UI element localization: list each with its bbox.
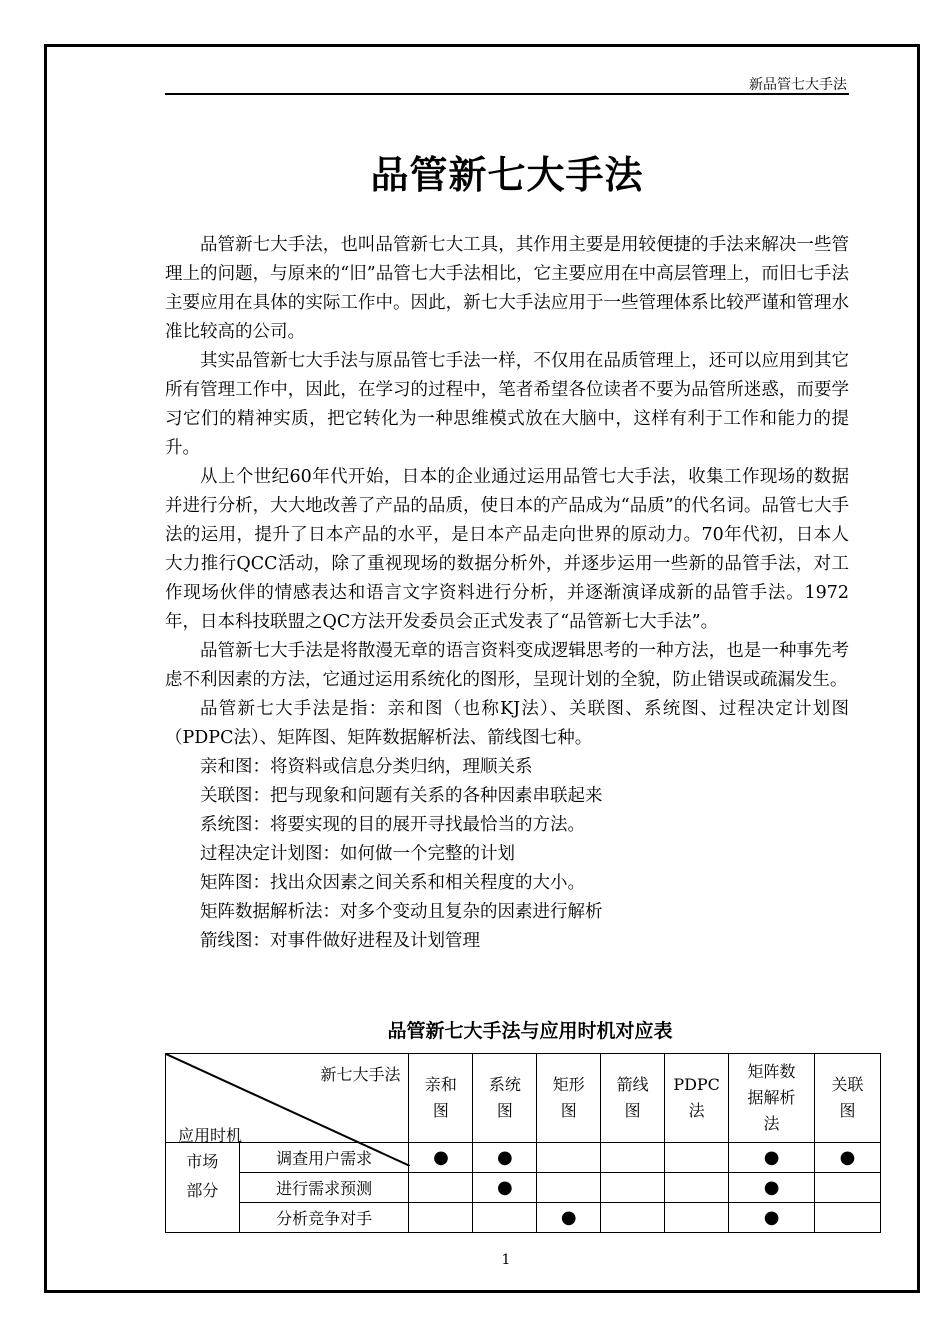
tool-application-table — [165, 1053, 881, 1233]
mark-cell — [409, 1173, 473, 1203]
corner-bottom-label: 应用时机 — [178, 1126, 243, 1145]
row-label: 进行需求预测 — [239, 1173, 409, 1203]
tool-item: 过程决定计划图：如何做一个完整的计划 — [200, 844, 515, 864]
mark-cell: ● — [473, 1143, 537, 1173]
corner-header-cell — [166, 1054, 409, 1143]
mark-cell — [601, 1143, 665, 1173]
tool-item: 亲和图：将资料或信息分类归纳，理顺关系 — [200, 757, 533, 777]
mark-cell: ● — [537, 1203, 601, 1233]
mark-cell: ● — [473, 1173, 537, 1203]
running-header: 新品管七大手法 — [749, 77, 847, 93]
row-label: 分析竞争对手 — [239, 1203, 409, 1233]
group-label: 市场部分 — [186, 1152, 219, 1200]
tool-item: 箭线图：对事件做好进程及计划管理 — [200, 931, 480, 951]
mark-cell: ● — [729, 1173, 815, 1203]
column-header: 系统图 — [473, 1054, 537, 1143]
mark-cell — [665, 1143, 729, 1173]
paragraph: 品管新七大手法，也叫品管新七大工具，其作用主要是用较便捷的手法来解决一些管理上的问题，与原来的“旧”品管七大手法相比，它主要应用在中高层管理上，而旧七手法主要应用在具体的实际工作中。因此，新七大手法应用于一些管理体系比较严谨和管理水准比较高的公司。 — [165, 235, 849, 342]
column-header: 矩形图 — [537, 1054, 601, 1143]
paragraph: 品管新七大手法是指：亲和图（也称KJ法）、关联图、系统图、过程决定计划图（PDPC法）、矩阵图、矩阵数据解析法、箭线图七种。 — [165, 699, 849, 748]
tool-item: 矩阵图：找出众因素之间关系和相关程度的大小。 — [200, 873, 585, 893]
mark-cell: ● — [729, 1203, 815, 1233]
column-header: 关联图 — [815, 1054, 881, 1143]
column-header: PDPC法 — [665, 1054, 729, 1143]
mark-cell: ● — [729, 1143, 815, 1173]
column-header: 箭线图 — [601, 1054, 665, 1143]
header-rule — [165, 93, 849, 95]
mark-cell — [601, 1203, 665, 1233]
table-title: 品管新七大手法与应用时机对应表 — [387, 1020, 673, 1042]
mark-cell — [409, 1203, 473, 1233]
corner-top-label: 新七大手法 — [320, 1065, 401, 1084]
mark-cell — [815, 1173, 881, 1203]
tool-item: 关联图：把与现象和问题有关系的各种因素串联起来 — [200, 786, 603, 806]
mark-cell — [665, 1203, 729, 1233]
mark-cell — [537, 1173, 601, 1203]
document-title: 品管新七大手法 — [370, 153, 644, 197]
paragraph: 其实品管新七大手法与原品管七手法一样，不仅用在品质管理上，还可以应用到其它所有管理工作中，因此，在学习的过程中，笔者希望各位读者不要为品管所迷惑，而要学习它们的精神实质，把它转化为一种思维模式放在大脑中，这样有利于工作和能力的提升。 — [165, 351, 849, 458]
mark-cell — [665, 1173, 729, 1203]
mark-cell — [815, 1203, 881, 1233]
body-text — [165, 231, 849, 956]
mark-cell — [601, 1173, 665, 1203]
mark-cell — [473, 1203, 537, 1233]
mark-cell — [537, 1143, 601, 1173]
mark-cell: ● — [815, 1143, 881, 1173]
paragraph: 品管新七大手法是将散漫无章的语言资料变成逻辑思考的一种方法，也是一种事先考虑不利因素的方法，它通过运用系统化的图形，呈现计划的全貌，防止错误或疏漏发生。 — [165, 641, 849, 690]
page-number: 1 — [501, 1252, 511, 1268]
row-label: 调查用户需求 — [239, 1143, 409, 1173]
tool-item: 系统图：将要实现的目的展开寻找最恰当的方法。 — [200, 815, 585, 835]
column-header: 矩阵数据解析法 — [729, 1054, 815, 1143]
tool-item: 矩阵数据解析法：对多个变动且复杂的因素进行解析 — [200, 902, 603, 922]
column-header: 亲和图 — [409, 1054, 473, 1143]
mark-cell: ● — [409, 1143, 473, 1173]
paragraph: 从上个世纪60年代开始，日本的企业通过运用品管七大手法，收集工作现场的数据并进行分析，大大地改善了产品的品质，使日本的产品成为“品质”的代名词。品管七大手法的运用，提升了日本产品的水平，是日本产品走向世界的原动力。70年代初，日本人大力推行QCC活动，除了重视现场的数据分析外，并逐步运用一些新的品管手法，对工作现场伙伴的情感表达和语言文字资料进行分析，并逐渐演译成新的品管手法。1972年，日本科技联盟之QC方法开发委员会正式发表了“品管新七大手法”。 — [165, 467, 849, 632]
